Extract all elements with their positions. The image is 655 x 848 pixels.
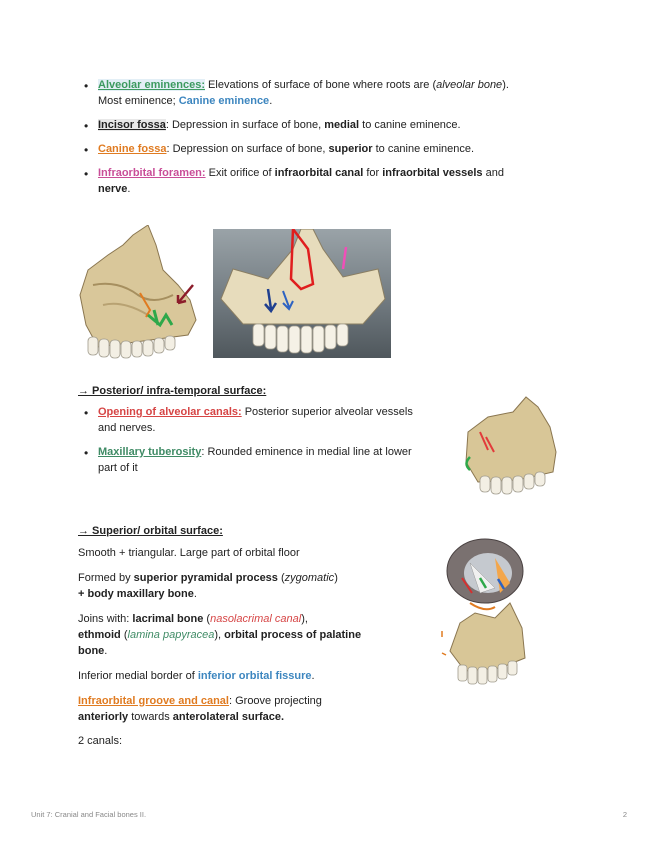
maxilla-posterior-image: [458, 392, 560, 497]
term-infraorbital-foramen: Infraorbital foramen:: [98, 166, 206, 179]
term-incisor-fossa: Incisor fossa: [98, 118, 166, 131]
canine-eminence: Canine eminence: [178, 94, 270, 107]
paragraph-infraorbital-groove: Infraorbital groove and canal: Groove projecting anteriorly towards anterolateral surface.: [78, 694, 322, 723]
footer-title: Unit 7: Cranial and Facial bones II.: [31, 810, 147, 819]
list-item-alveolar-canals: • Opening of alveolar canals: Posterior superior alveolar vessels and nerves.: [78, 405, 418, 437]
maxilla-orbital-image: [440, 533, 530, 693]
paragraph-smooth-triangular: Smooth + triangular. Large part of orbital floor: [78, 547, 300, 559]
term-alveolar-canals: Opening of alveolar canals:: [98, 406, 242, 418]
term-maxillary-tuberosity: Maxillary tuberosity: [98, 445, 202, 458]
superior-surface-heading: → Superior/ orbital surface:: [78, 525, 223, 537]
paragraph-inferior-border: Inferior medial border of inferior orbital fissure.: [78, 669, 315, 682]
list-item-incisor-fossa: • Incisor fossa: Depression in surface of bone, medial to canine eminence.: [78, 118, 578, 134]
term-infraorbital-groove: Infraorbital groove and canal: [78, 694, 229, 707]
paragraph-joins-with: Joins with: lacrimal bone (nasolacrimal canal), ethmoid (lamina papyracea), orbital process of palatine bone.: [78, 612, 362, 657]
term-alveolar-eminences: Alveolar eminences:: [98, 79, 205, 91]
maxilla-frontal-image: [213, 229, 391, 358]
list-item-maxillary-tuberosity: • Maxillary tuberosity: Rounded eminence in medial line at lower part of it: [78, 445, 418, 477]
superior-surface-body: [78, 546, 378, 759]
maxilla-lateral-image: [78, 225, 198, 360]
posterior-surface-list: [78, 405, 418, 485]
posterior-surface-heading: → Posterior/ infra-temporal surface:: [78, 385, 267, 397]
inferior-orbital-fissure: inferior orbital fissure: [197, 669, 312, 682]
list-item-infraorbital-foramen: • Infraorbital foramen: Exit orifice of infraorbital canal for infraorbital vessels and nerve.: [78, 166, 578, 198]
anterior-surface-list: [78, 78, 578, 206]
list-item-canine-fossa: • Canine fossa: Depression on surface of bone, superior to canine eminence.: [78, 142, 578, 158]
paragraph-formed-by: Formed by superior pyramidal process (zygomatic) + body maxillary bone.: [78, 571, 338, 600]
paragraph-two-canals: 2 canals:: [78, 735, 123, 748]
list-item-alveolar-eminences: • Alveolar eminences: Elevations of surface of bone where roots are (alveolar bone). Most eminence; Canine eminence.: [78, 78, 578, 110]
term-canine-fossa: Canine fossa: [98, 142, 167, 155]
page-number: 2: [622, 810, 627, 819]
